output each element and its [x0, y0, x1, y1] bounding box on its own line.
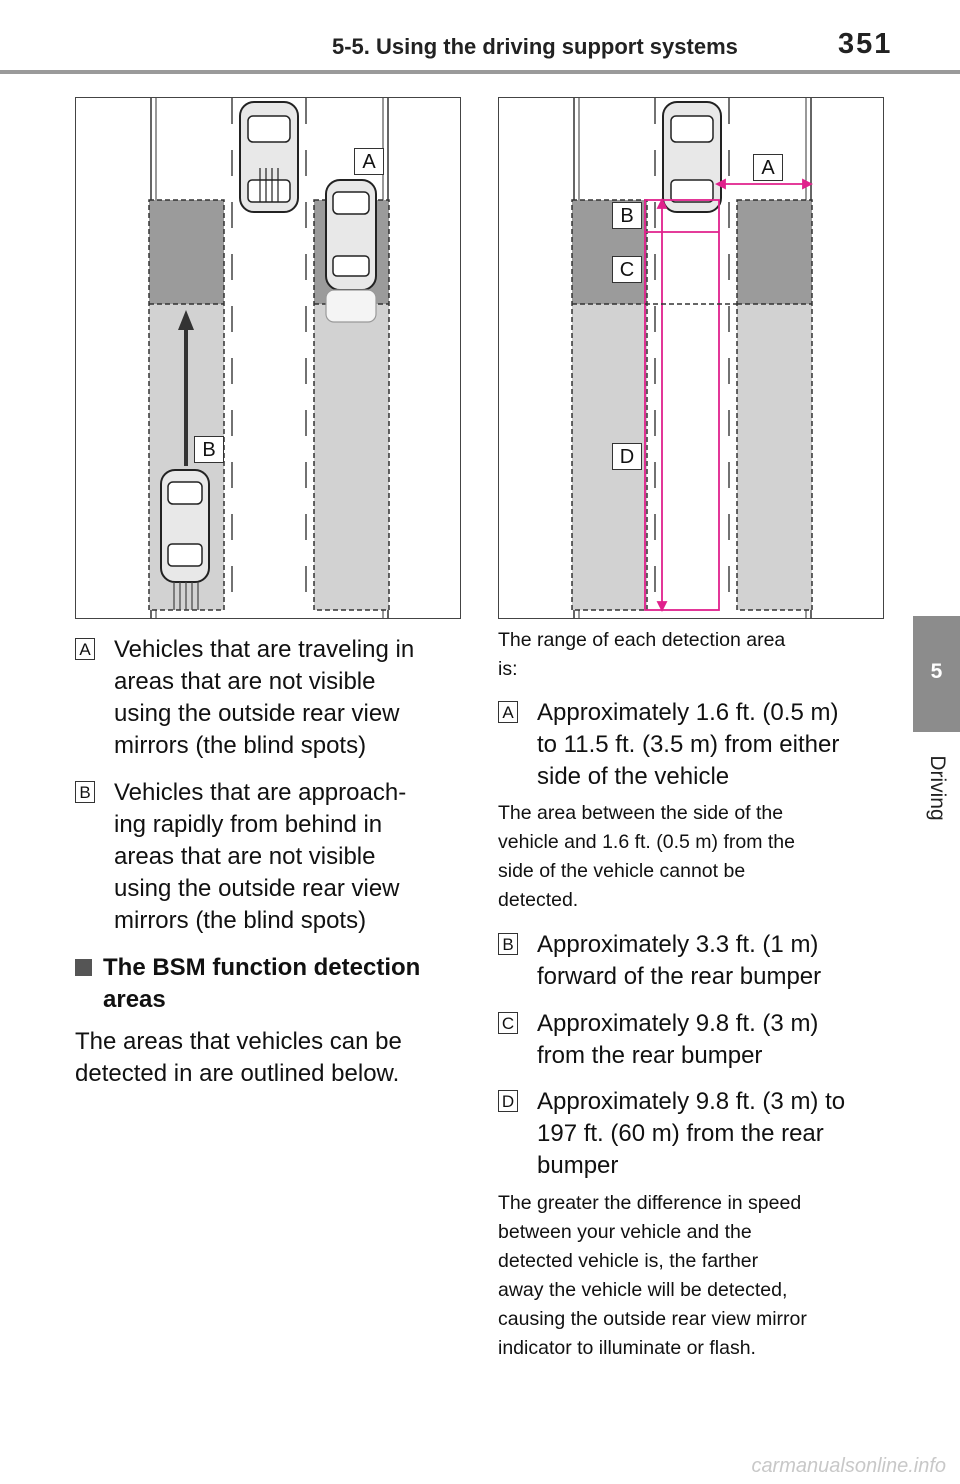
note-paragraph — [498, 1189, 883, 1363]
item-text — [537, 1086, 845, 1182]
figure-detection-areas — [498, 97, 884, 619]
text-line: Approximately 3.3 ft. (1 m) — [537, 931, 819, 958]
text-line: Vehicles that are traveling in — [114, 636, 415, 663]
figure-label-a: A — [354, 148, 384, 175]
body-paragraph — [75, 1026, 460, 1090]
text-line: away the vehicle will be detected, — [498, 1279, 788, 1301]
heading-line: areas — [103, 986, 166, 1013]
item-badge: A — [75, 638, 95, 660]
text-line: The range of each detection area — [498, 629, 786, 651]
list-item — [498, 929, 883, 999]
figure-label-b: B — [194, 436, 224, 463]
figure-label-d: D — [612, 443, 642, 470]
section-heading — [75, 952, 460, 1016]
own-vehicle-icon — [663, 102, 721, 212]
item-badge: B — [75, 781, 95, 803]
text-line: mirrors (the blind spots) — [114, 732, 367, 759]
page-number: 351 — [838, 28, 893, 60]
figure-label-c: C — [612, 256, 642, 283]
note-paragraph — [498, 799, 883, 915]
list-item — [498, 697, 883, 797]
text-line: Approximately 9.8 ft. (3 m) to — [537, 1088, 846, 1115]
text-line: forward of the rear bumper — [537, 963, 822, 990]
text-line: Vehicles that are approach- — [114, 779, 407, 806]
text-line: using the outside rear view — [114, 875, 400, 902]
road-diagram-left — [76, 98, 461, 619]
item-badge: A — [498, 701, 518, 723]
text-line: ing rapidly from behind in — [114, 811, 383, 838]
text-line: causing the outside rear view mirror — [498, 1308, 807, 1330]
item-text — [114, 777, 406, 937]
road-diagram-right — [499, 98, 884, 619]
list-item — [75, 777, 460, 947]
text-line: vehicle and 1.6 ft. (0.5 m) from the — [498, 831, 795, 853]
chapter-number: 5 — [930, 660, 943, 683]
item-text — [537, 929, 821, 993]
item-badge: C — [498, 1012, 518, 1034]
item-badge: B — [498, 933, 518, 955]
heading-square-icon — [75, 959, 92, 976]
own-vehicle-icon — [240, 102, 298, 212]
item-text — [537, 1008, 818, 1072]
text-line: 197 ft. (60 m) from the rear — [537, 1120, 824, 1147]
text-line: is: — [498, 658, 518, 680]
text-line: The areas that vehicles can be — [75, 1028, 402, 1055]
text-line: detected vehicle is, the farther — [498, 1250, 759, 1272]
figure-label-a: A — [753, 154, 783, 181]
text-line: using the outside rear view — [114, 700, 400, 727]
watermark: carmanualsonline.info — [751, 1455, 946, 1477]
text-line: detected. — [498, 889, 579, 911]
figure-label-b: B — [612, 202, 642, 229]
intro-paragraph — [498, 626, 883, 684]
text-line: Approximately 9.8 ft. (3 m) — [537, 1010, 819, 1037]
item-badge: D — [498, 1090, 518, 1112]
list-item — [498, 1086, 883, 1186]
text-line: The greater the difference in speed — [498, 1192, 802, 1214]
text-line: mirrors (the blind spots) — [114, 907, 367, 934]
chapter-label-text: Driving — [926, 755, 949, 821]
text-line: Approximately 1.6 ft. (0.5 m) — [537, 699, 839, 726]
item-text — [114, 634, 414, 762]
text-line: between your vehicle and the — [498, 1221, 752, 1243]
text-line: areas that are not visible — [114, 843, 376, 870]
text-line: side of the vehicle cannot be — [498, 860, 746, 882]
list-item — [75, 634, 460, 794]
text-line: areas that are not visible — [114, 668, 376, 695]
header-divider — [0, 70, 960, 74]
item-text — [537, 697, 839, 793]
text-line: The area between the side of the — [498, 802, 784, 824]
text-line: detected in are outlined below. — [75, 1060, 400, 1087]
list-item — [498, 1008, 883, 1078]
text-line: from the rear bumper — [537, 1042, 763, 1069]
text-line: side of the vehicle — [537, 763, 730, 790]
text-line: to 11.5 ft. (3.5 m) from either — [537, 731, 840, 758]
blind-spot-vehicle-icon — [326, 180, 376, 322]
chapter-label — [914, 748, 960, 832]
figure-blind-spot-vehicles — [75, 97, 461, 619]
heading-line: The BSM function detection — [103, 954, 421, 981]
chapter-tab[interactable] — [913, 616, 960, 732]
text-line: indicator to illuminate or flash. — [498, 1337, 756, 1359]
section-title: 5-5. Using the driving support systems — [332, 34, 738, 59]
text-line: bumper — [537, 1152, 619, 1179]
